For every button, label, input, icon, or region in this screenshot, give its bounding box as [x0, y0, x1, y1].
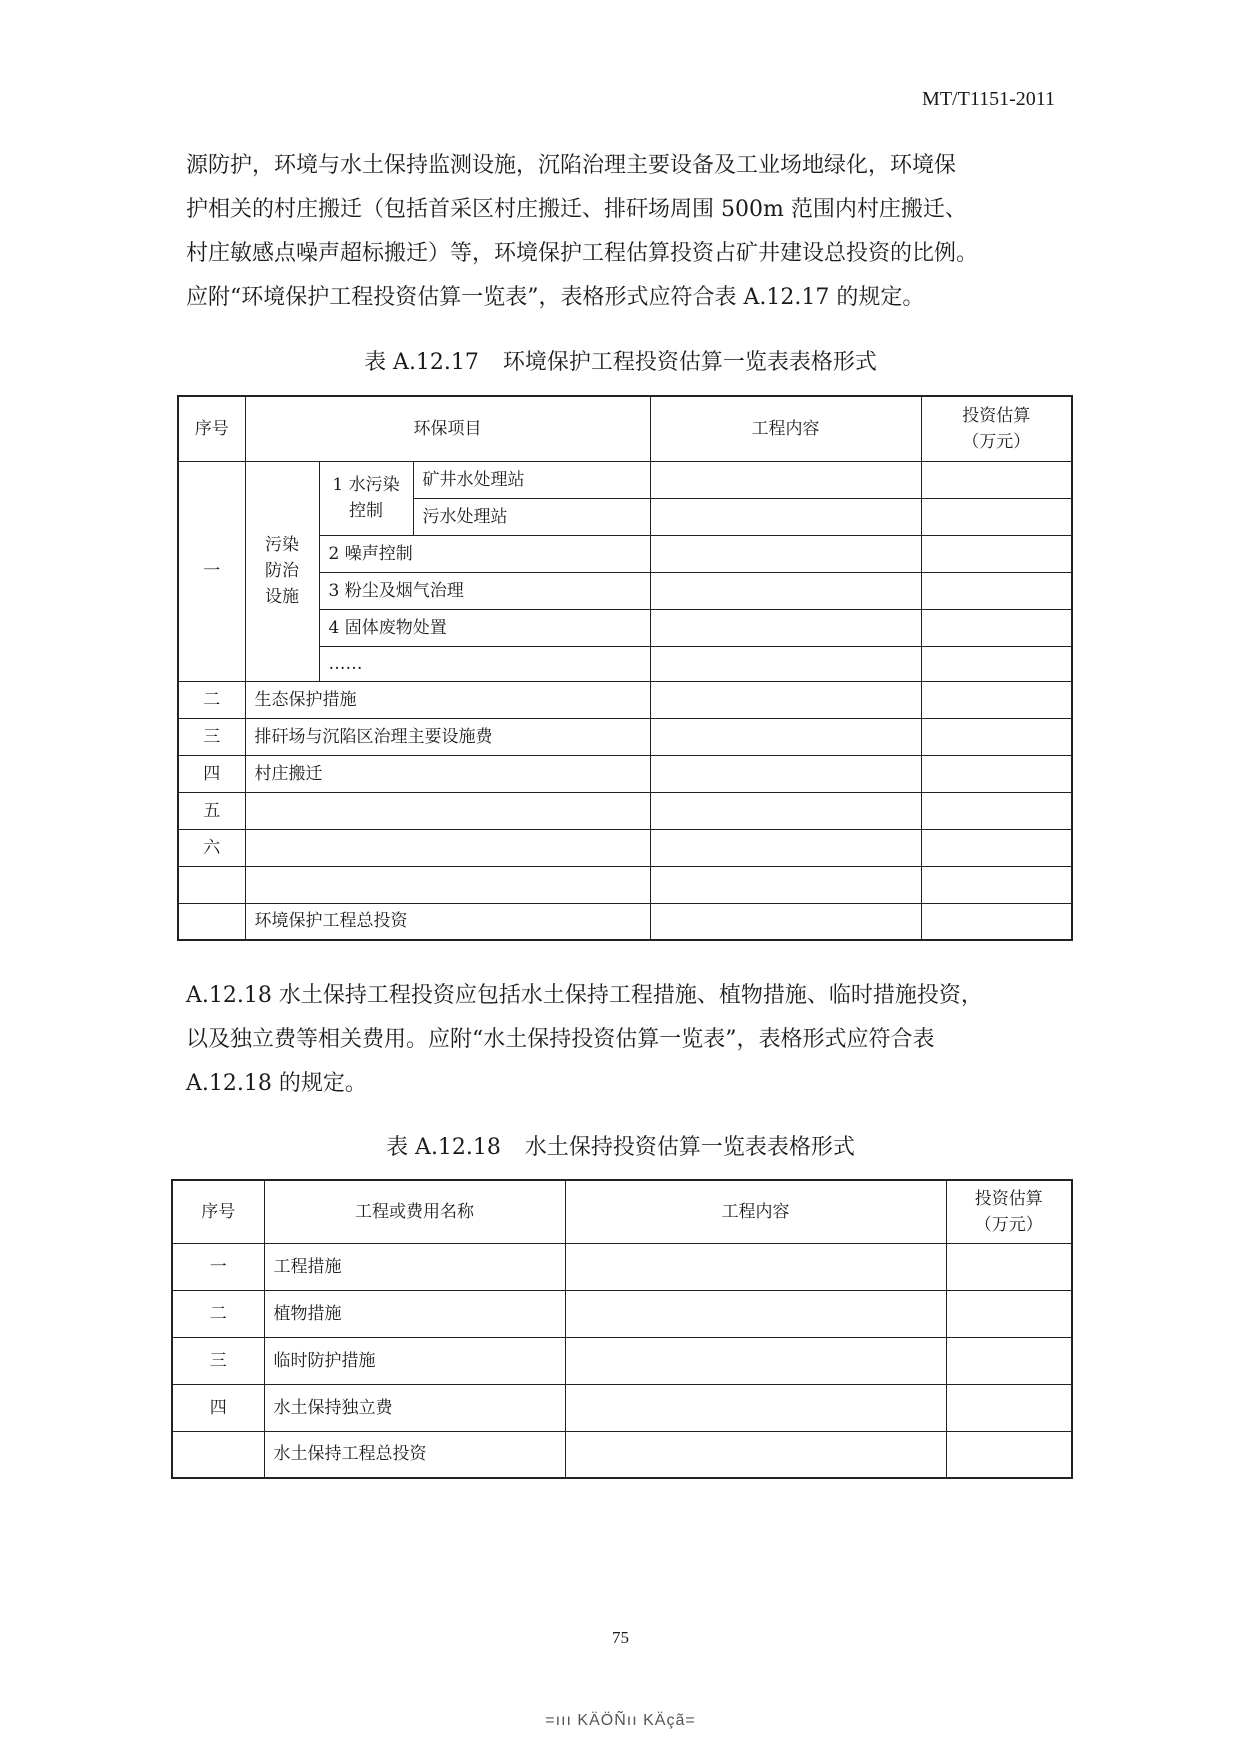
content-cell	[650, 498, 921, 535]
investment-cell	[921, 829, 1072, 866]
paragraph-line: 源防护，环境与水土保持监测设施，沉陷治理主要设备及工业场地绿化，环境保	[186, 153, 957, 178]
row-seq: 一	[172, 1243, 264, 1290]
header-content: 工程内容	[565, 1180, 946, 1243]
header-seq: 序号	[172, 1180, 264, 1243]
row-seq: 三	[178, 718, 245, 755]
table1-caption	[0, 345, 1241, 376]
row-seq: 六	[178, 829, 245, 866]
group-name-line1: 污染	[265, 535, 299, 555]
header-investment-line2: （万元）	[974, 1214, 1043, 1235]
table-row	[178, 718, 1072, 755]
investment-cell	[921, 572, 1072, 609]
content-cell	[650, 718, 921, 755]
water-item: 污水处理站	[413, 498, 650, 535]
content-cell	[650, 792, 921, 829]
content-cell	[650, 535, 921, 572]
investment-cell	[921, 792, 1072, 829]
investment-cell	[921, 498, 1072, 535]
table-total-row	[172, 1431, 1072, 1478]
paragraph-line: 以及独立费等相关费用。应附“水土保持投资估算一览表”，表格形式应符合表	[186, 1027, 935, 1052]
table1-caption-title: 环境保护工程投资估算一览表表格形式	[502, 350, 877, 375]
sub-item: 3 粉尘及烟气治理	[319, 572, 650, 609]
row-name: 水土保持独立费	[264, 1384, 565, 1431]
content-cell	[650, 755, 921, 792]
sub-item: 2 噪声控制	[319, 535, 650, 572]
row-item	[245, 866, 650, 903]
row-seq: 五	[178, 792, 245, 829]
content-cell	[650, 829, 921, 866]
page-number: 75	[612, 1628, 629, 1647]
content-cell	[650, 681, 921, 718]
investment-cell	[921, 681, 1072, 718]
paragraph-line: A.12.18 水土保持工程投资应包括水土保持工程措施、植物措施、临时措施投资，	[186, 983, 983, 1008]
header-investment-line1: 投资估算	[962, 405, 1031, 426]
paragraph-line: 应附“环境保护工程投资估算一览表”，表格形式应符合表 A.12.17 的规定。	[186, 285, 925, 310]
table-row	[172, 1290, 1072, 1337]
header-investment	[921, 396, 1072, 461]
header-name: 工程或费用名称	[264, 1180, 565, 1243]
content-cell	[650, 461, 921, 498]
table-row	[172, 1337, 1072, 1384]
row-seq: 二	[178, 681, 245, 718]
water-item: 矿井水处理站	[413, 461, 650, 498]
row-item	[245, 792, 650, 829]
investment-cell	[921, 535, 1072, 572]
header-investment-line2: （万元）	[962, 431, 1031, 452]
table-row	[178, 755, 1072, 792]
table2-caption-title: 水土保持投资估算一览表表格形式	[524, 1135, 855, 1160]
content-cell	[650, 609, 921, 646]
investment-cell	[921, 646, 1072, 681]
row-name: 临时防护措施	[264, 1337, 565, 1384]
group-name-line3: 设施	[265, 587, 299, 607]
group-seq: 一	[178, 461, 245, 681]
content-cell	[565, 1384, 946, 1431]
content-cell	[650, 903, 921, 940]
content-cell	[565, 1431, 946, 1478]
paragraph-line: 村庄敏感点噪声超标搬迁）等，环境保护工程估算投资占矿井建设总投资的比例。	[186, 241, 979, 266]
table-row	[178, 461, 1072, 498]
sub-item-ellipsis: ……	[319, 646, 650, 681]
row-name: 水土保持工程总投资	[264, 1431, 565, 1478]
row-name: 工程措施	[264, 1243, 565, 1290]
table-header-row	[172, 1180, 1072, 1243]
investment-cell	[921, 903, 1072, 940]
investment-cell	[921, 866, 1072, 903]
row-seq: 二	[172, 1290, 264, 1337]
header-seq: 序号	[178, 396, 245, 461]
paragraph-soil-water-conservation	[186, 974, 1066, 1106]
content-cell	[565, 1243, 946, 1290]
row-name: 植物措施	[264, 1290, 565, 1337]
row-seq: 四	[172, 1384, 264, 1431]
investment-cell	[921, 461, 1072, 498]
environmental-investment-table	[177, 395, 1073, 941]
header-investment-line1: 投资估算	[974, 1188, 1043, 1209]
investment-cell	[946, 1337, 1072, 1384]
table-header-row	[178, 396, 1072, 461]
row-seq	[178, 903, 245, 940]
table2-caption	[0, 1130, 1241, 1161]
row-seq	[178, 866, 245, 903]
investment-cell	[921, 718, 1072, 755]
row-item: 村庄搬迁	[245, 755, 650, 792]
table-row	[178, 829, 1072, 866]
water-pollution-control	[319, 461, 413, 535]
table-row	[172, 1384, 1072, 1431]
investment-cell	[946, 1290, 1072, 1337]
water-pollution-line1: 1 水污染	[332, 475, 400, 495]
header-investment	[946, 1180, 1072, 1243]
header-content: 工程内容	[650, 396, 921, 461]
investment-cell	[946, 1431, 1072, 1478]
table-row	[172, 1243, 1072, 1290]
table-row	[178, 792, 1072, 829]
group-name-line2: 防治	[265, 561, 299, 581]
content-cell	[650, 866, 921, 903]
row-seq: 三	[172, 1337, 264, 1384]
content-cell	[650, 646, 921, 681]
row-seq: 四	[178, 755, 245, 792]
row-item: 环境保护工程总投资	[245, 903, 650, 940]
investment-cell	[921, 609, 1072, 646]
table-row	[178, 866, 1072, 903]
sub-item: 4 固体废物处置	[319, 609, 650, 646]
table-row	[178, 681, 1072, 718]
row-item	[245, 829, 650, 866]
content-cell	[565, 1290, 946, 1337]
table1-caption-number: 表 A.12.17	[364, 350, 479, 375]
content-cell	[565, 1337, 946, 1384]
paragraph-environmental-protection	[186, 144, 1066, 320]
table2-caption-number: 表 A.12.18	[386, 1135, 501, 1160]
investment-cell	[946, 1384, 1072, 1431]
water-pollution-line2: 控制	[349, 501, 383, 521]
header-item: 环保项目	[245, 396, 650, 461]
row-item: 生态保护措施	[245, 681, 650, 718]
row-item: 排矸场与沉陷区治理主要设施费	[245, 718, 650, 755]
document-code: MT/T1151-2011	[922, 88, 1055, 110]
investment-cell	[921, 755, 1072, 792]
table-total-row	[178, 903, 1072, 940]
content-cell	[650, 572, 921, 609]
paragraph-line: 护相关的村庄搬迁（包括首采区村庄搬迁、排矸场周围 500m 范围内村庄搬迁、	[186, 197, 967, 222]
soil-water-investment-table	[171, 1179, 1073, 1479]
row-seq	[172, 1431, 264, 1478]
group-name	[245, 461, 319, 681]
investment-cell	[946, 1243, 1072, 1290]
footer-watermark: =ııı KÄÖÑıı KÄçã=	[545, 1712, 696, 1729]
paragraph-line: A.12.18 的规定。	[186, 1071, 367, 1096]
